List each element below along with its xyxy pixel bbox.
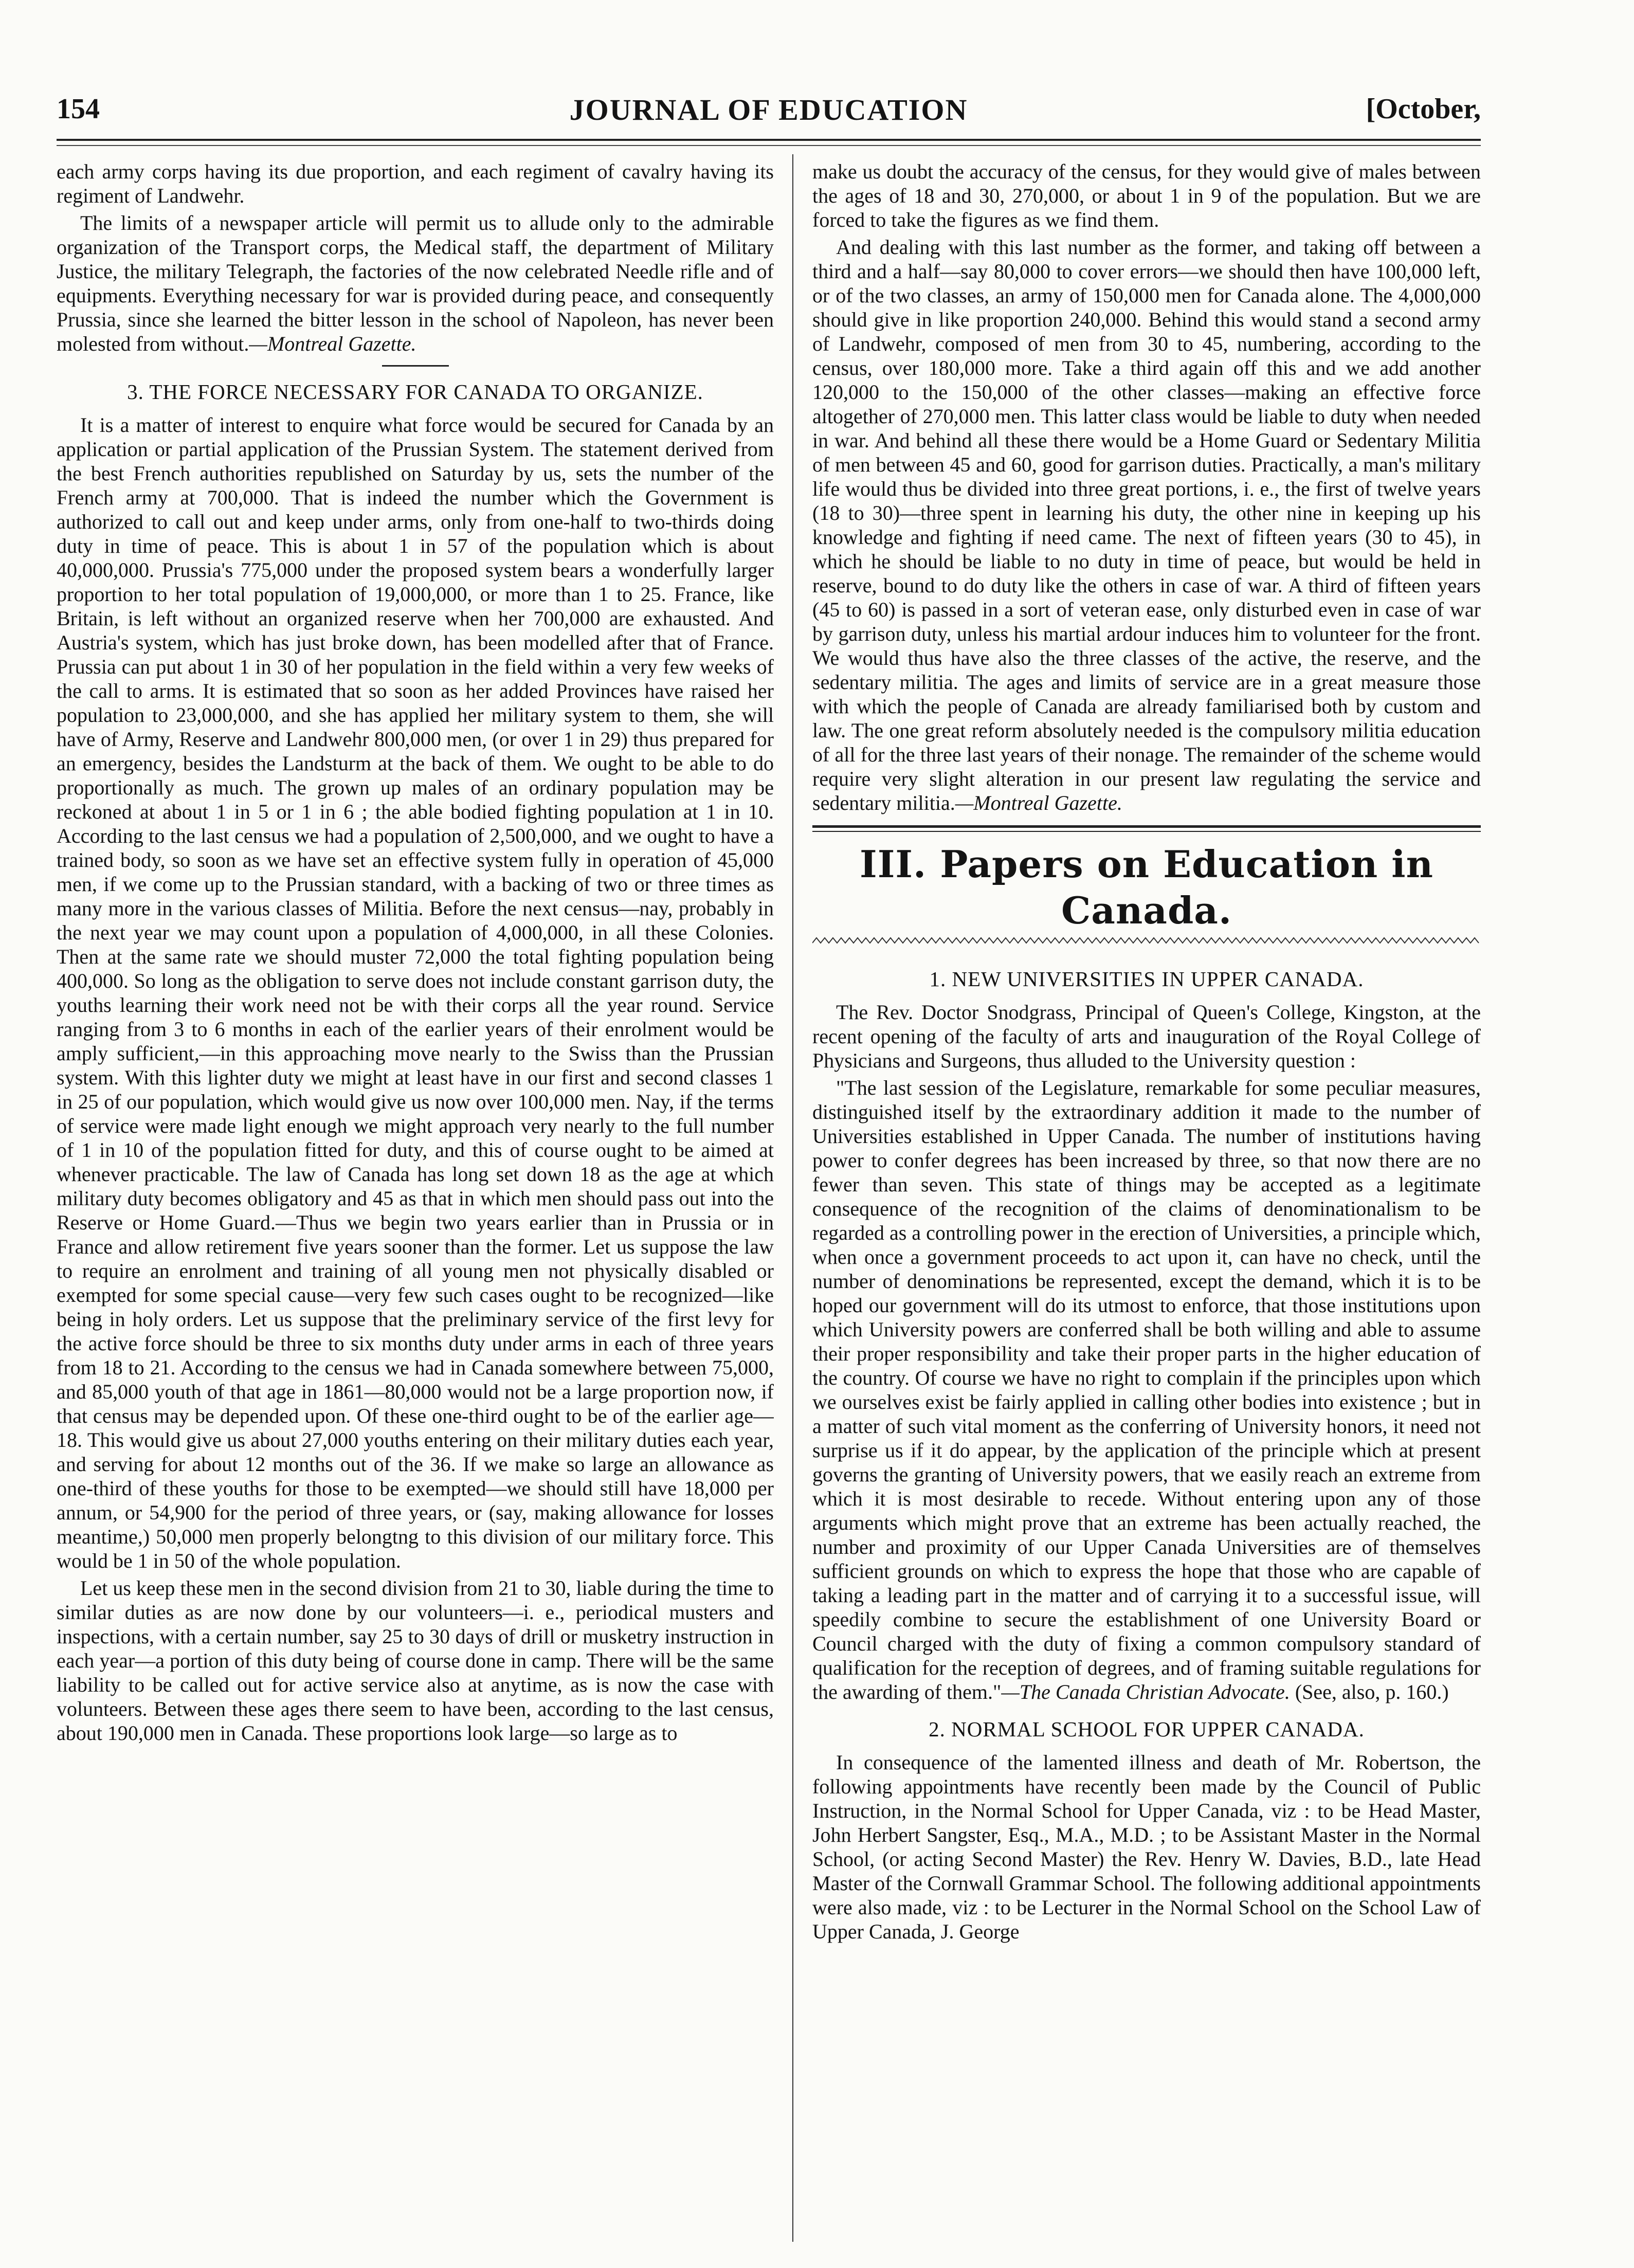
paragraph — [812, 235, 1481, 815]
zigzag-ornament — [812, 937, 1481, 944]
column-divider — [792, 154, 793, 2242]
page-number: 154 — [57, 93, 100, 125]
separator-rule — [382, 365, 449, 367]
cross-reference: (See, also, p. 160.) — [1295, 1680, 1449, 1703]
paragraph: It is a matter of interest to enquire what force would be secured for Canada by an application or partial application of the Prussian System. The statement derived from the best French authorities republished on Saturday by us, sets the number of the French army at 700,000. That is indeed the number which the Government is authorized to call out and keep under arms, only from one-half to two-thirds doing duty in time of peace. This is about 1 in 57 of the population which is about 40,000,000. Prussia's 775,000 under the proposed system bears a wonderfully larger proportion to her total population of 19,000,000, or more than 1 to 25. France, like Britain, is left without an organized reserve when her 700,000 are exhausted. And Austria's system, which has just broke down, has been modelled after that of France. Prussia can put about 1 in 30 of her population in the field within a very few weeks of the call to arms. It is estimated that so soon as her added Provinces have raised her population to 23,000,000, and she has applied her military system to them, she will have of Army, Reserve and Landwehr 800,000 men, (or over 1 in 29) thus prepared for an emergency, besides the Landsturm at the back of them. We ought to be able to do proportionally as much. The grown up males of an ordinary population may be reckoned at about 1 in 5 or 1 in 6 ; the able bodied fighting population at 1 in 10. According to the last census we had a population of 2,500,000, and we ought to have a trained body, so soon as we have set an effective system fully in operation of 45,000 men, if we come up to the Prussian standard, with a backing of two or three times as many more in the various classes of Militia. Before the next census—nay, probably in the next year we may count upon a population of 4,000,000, in all these Colonies. Then at the same rate we should muster 72,000 the total fighting population being 400,000. So long as the obligation to serve does not include constant garrison duty, the youths learning their work need not be with their corps all the year round. Service ranging from 3 to 6 months in each of the earlier years of their enrolment would be amply sufficient,—in this approaching move nearly to the Swiss than the Prussian system. With this lighter duty we might at least have in our first and second classes 1 in 25 of our population, which would give us now over 100,000 men. Nay, if the terms of service were made light enough we might approach very nearly to the full number of 1 in 10 of the population fitted for duty, and this of course ought to be aimed at whenever practicable. The law of Canada has long set down 18 as the age at which military duty becomes obligatory and 45 as that in which men should pass out into the Reserve or Home Guard.—Thus we begin two years earlier than in Prussia or in France and allow retirement five years sooner than the former. Let us suppose the law to require an enrolment and training of all young men not physically disabled or exempted for some special cause—very few such cases ought to be recognized—like being in holy orders. Let us suppose that the preliminary service of the first levy for the active force should be three to six months duty under arms in each of three years from 18 to 21. According to the census we had in Canada somewhere between 75,000, and 85,000 youth of that age in 1861—80,000 would not be a large proportion now, if that census may be depended upon. Of these one-third ought to be of the earlier age—18. This would give us about 27,000 youths entering on their military duties each year, and serving for about 12 months out of the 36. If we make so large an allowance as one-third of these youths for those to be exempted—we should still have 18,000 per annum, or 54,900 for the period of three years, or (say, making allowance for losses meantime,) 50,000 men properly belongtng to this division of our military force. This would be 1 in 50 of the whole population. — [57, 413, 774, 1572]
header-rule-thin — [57, 145, 1481, 146]
paragraph: each army corps having its due proportion, and each regiment of cavalry having its regiment of Landwehr. — [57, 160, 774, 207]
article-heading: 1. NEW UNIVERSITIES IN UPPER CANADA. — [929, 967, 1364, 991]
paragraph: The Rev. Doctor Snodgrass, Principal of Queen's College, Kingston, at the recent opening of the faculty of arts and inauguration of the Royal College of Physicians and Surgeons, thus alluded to the University question : — [812, 1001, 1481, 1072]
paragraph — [57, 211, 774, 356]
issue-month: [October, — [1366, 93, 1481, 125]
section-title: III. Papers on Education in Canada. — [860, 842, 1433, 932]
attribution: —The Canada Christian Advocate. — [1001, 1680, 1290, 1703]
page-header — [57, 77, 1481, 139]
article-heading: 3. THE FORCE NECESSARY FOR CANADA TO ORGANIZE. — [127, 380, 703, 404]
right-column — [812, 159, 1481, 2237]
attribution: —Montreal Gazette. — [249, 332, 416, 355]
left-column — [57, 159, 774, 2237]
journal-title: JOURNAL OF EDUCATION — [569, 93, 968, 126]
paragraph-text: "The last session of the Legislature, remarkable for some peculiar measures, distinguished itself by the extraordinary addition it made to the number of Universities established in Upper Canada. The number of institutions having power to confer degrees has been increased by three, so that now there are no fewer than seven. This state of things may be accepted as a legitimate consequence of the recognition of the claims of denominationalism to be regarded as a controlling power in the erection of Universities, a principle which, when once a government proceeds to act upon it, can have no check, until the number of denominations be represented, except the demand, which it is to be hoped our government will do its utmost to enforce, that those institutions upon which University powers are conferred shall be both willing and able to assume their proper responsibility and take their proper parts in the higher education of the country. Of course we have no right to complain if the principles upon which we ourselves exist be fairly applied in calling other bodies into existence ; but in a matter of such vital moment as the conferring of University honors, it need not surprise us if it do appear, by the application of the principle which at present governs the granting of University powers, that we easily reach an extreme from which it is most desirable to recede. Without entering upon any of those arguments which might prove that an extreme has been actually reached, the number and proximity of our Upper Canada Universities are of themselves sufficient grounds on which to express the hope that those who are capable of taking a leading part in the matter and of carrying it to a successful issue, will speedily combine to secure the establishment of one University Board or Council charged with the duty of fixing a common compulsory standard of qualification for the reception of degrees, and of framing suitable regulations for the awarding of them." — [812, 1076, 1481, 1703]
section-rule-thin — [812, 831, 1481, 832]
paragraph — [812, 1076, 1481, 1704]
article-heading: 2. NORMAL SCHOOL FOR UPPER CANADA. — [929, 1717, 1365, 1741]
paragraph: In consequence of the lamented illness and death of Mr. Robertson, the following appointments have recently been made by the Council of Public Instruction, in the Normal School for Upper Canada, viz : to be Head Master, John Herbert Sangster, Esq., M.A., M.D. ; to be Assistant Master in the Normal School, (or acting Second Master) the Rev. Henry W. Davies, B.D., late Head Master of the Cornwall Grammar School. The following additional appointments were also made, viz : to be Lecturer in the Normal School on the School Law of Upper Canada, J. George — [812, 1751, 1481, 1943]
paragraph: make us doubt the accuracy of the census, for they would give of males between the ages of 18 and 30, 270,000, or about 1 in 9 of the population. But we are forced to take the figures as we find them. — [812, 160, 1481, 231]
paragraph: Let us keep these men in the second division from 21 to 30, liable during the time to similar duties as are now done by our volunteers—i. e., periodical musters and inspections, with a certain number, say 25 to 30 days of drill or musketry instruction in each year—a portion of this duty being of course done in camp. There will be the same liability to be called out for active service also at anytime, as is now the case with volunteers. Between these ages there seem to have been, according to the last census, about 190,000 men in Canada. These proportions look large—so large as to — [57, 1576, 774, 1745]
paragraph-text: The limits of a newspaper article will permit us to allude only to the admirable organization of the Transport corps, the Medical staff, the department of Military Justice, the military Telegraph, the factories of the now celebrated Needle rifle and of equipments. Everything necessary for war is provided during peace, and consequently Prussia, since she learned the bitter lesson in the school of Napoleon, has never been molested from without. — [57, 211, 774, 355]
paragraph-text: And dealing with this last number as the former, and taking off between a third and a half—say 80,000 to cover errors—we should then have 100,000 left, or of the two classes, an army of 150,000 men for Canada alone. The 4,000,000 should give in like proportion 240,000. Behind this would stand a second army of Landwehr, composed of men from 30 to 45, numbering, according to the census, over 180,000 more. Take a third again off this and we add another 120,000 to the 150,000 of the other classes—making an effective force altogether of 270,000 men. This latter class would be liable to duty when needed in war. And behind all these there would be a Home Guard or Sedentary Militia of men between 45 and 60, good for garrison duties. Practically, a man's military life would thus be divided into three great portions, i. e., the first of twelve years (18 to 30)—three spent in learning his duty, the other nine in keeping up his knowledge and fighting if need came. The next of fifteen years (30 to 45), in which he should be liable to no duty in time of peace, but would be held in reserve, bound to do duty like the others in case of war. A third of fifteen years (45 to 60) is passed in a sort of veteran ease, only disturbed even in case of war by garrison duty, unless his martial ardour induces him to volunteer for the front. We would thus have also the three classes of the active, the reserve, and the sedentary militia. The ages and limits of service are in a great measure those with which the people of Canada are already familiarised both by custom and law. The one great reform absolutely needed is the compulsory militia education of all for the three last years of their nonage. The remainder of the scheme would require very slight alteration in our present law regulating the service and sedentary militia. — [812, 235, 1481, 814]
attribution: —Montreal Gazette. — [955, 791, 1122, 814]
header-rule — [57, 139, 1481, 141]
section-rule — [812, 825, 1481, 828]
